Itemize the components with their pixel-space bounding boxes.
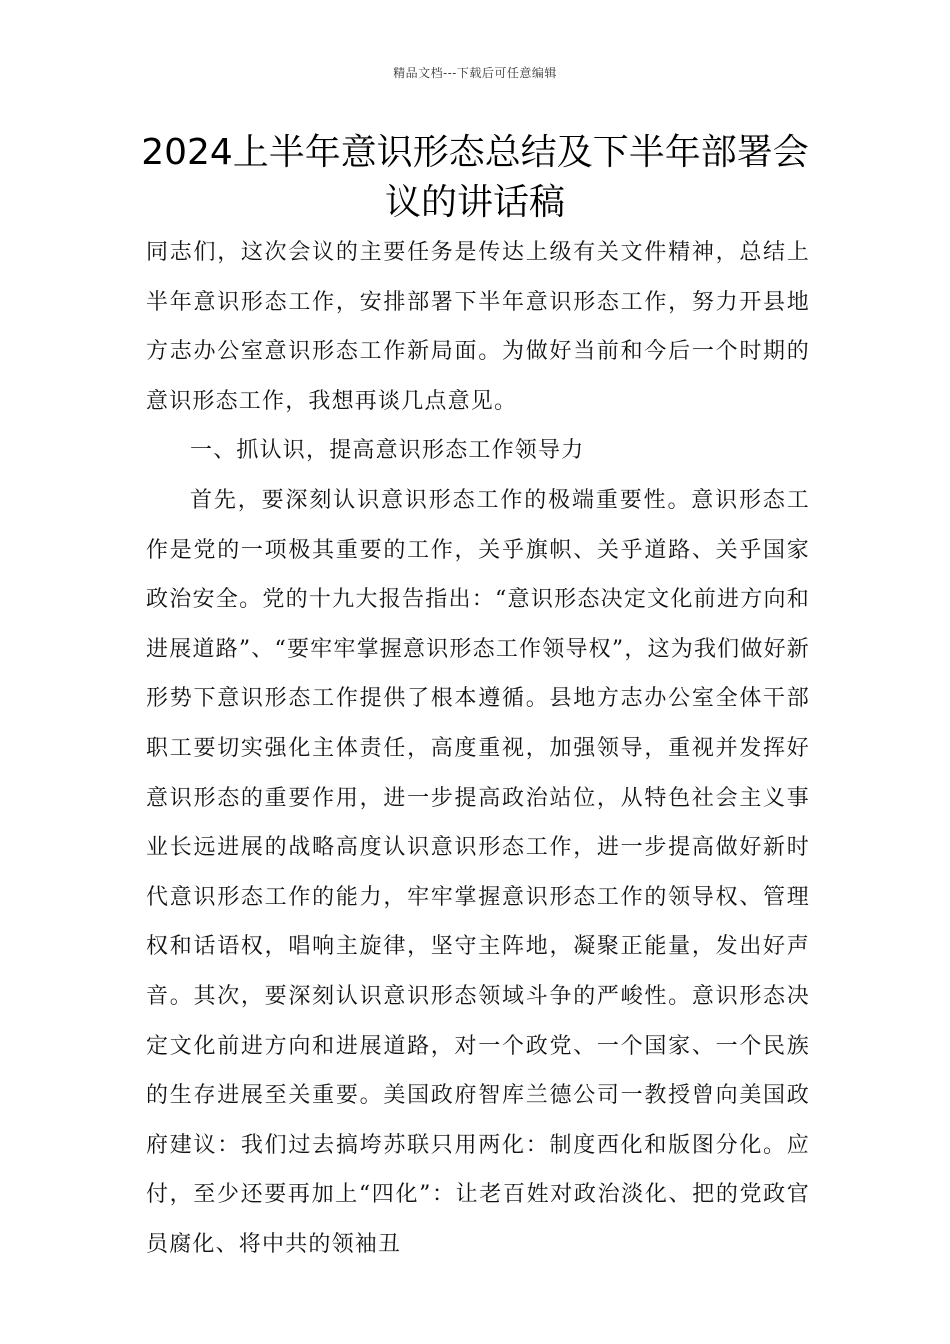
- paragraph-intro: 同志们，这次会议的主要任务是传达上级有关文件精神，总结上半年意识形态工作，安排部署下半年意识形态工作，努力开县地方志办公室意识形态工作新局面。为做好当前和今后一个时期的意识形态工作，我想再谈几点意见。: [146, 240, 810, 414]
- document-body: [146, 228, 810, 1269]
- paragraph-body: 首先，要深刻认识意识形态工作的极端重要性。意识形态工作是党的一项极其重要的工作，关乎旗帜、关乎道路、关乎国家政治安全。党的十九大报告指出：“意识形态决定文化前进方向和进展道路”、“要牢牢掌握意识形态工作领导权”，这为我们做好新形势下意识形态工作提供了根本遵循。县地方志办公室全体干部职工要切实强化主体责任，高度重视，加强领导，重视并发挥好意识形态的重要作用，进一步提高政治站位，从特色社会主义事业长远进展的战略高度认识意识形态工作，进一步提高做好新时代意识形态工作的能力，牢牢掌握意识形态工作的领导权、管理权和话语权，唱响主旋律，坚守主阵地，凝聚正能量，发出好声音。其次，要深刻认识意识形态领域斗争的严峻性。意识形态决定文化前进方向和进展道路，对一个政党、一个国家、一个民族的生存进展至关重要。美国政府智库兰德公司一教授曾向美国政府建议：我们过去搞垮苏联只用两化：制度西化和版图分化。应付，至少还要再加上“四化”：让老百姓对政治淡化、把的党政官员腐化、将中共的领袖丑: [146, 487, 810, 1257]
- watermark-header: 精品文档---下载后可任意编辑: [393, 66, 557, 80]
- document-title: 2024上半年意识形态总结及下半年部署会议的讲话稿: [141, 132, 809, 223]
- section-heading: 一、抓认识，提高意识形态工作领导力: [190, 438, 585, 464]
